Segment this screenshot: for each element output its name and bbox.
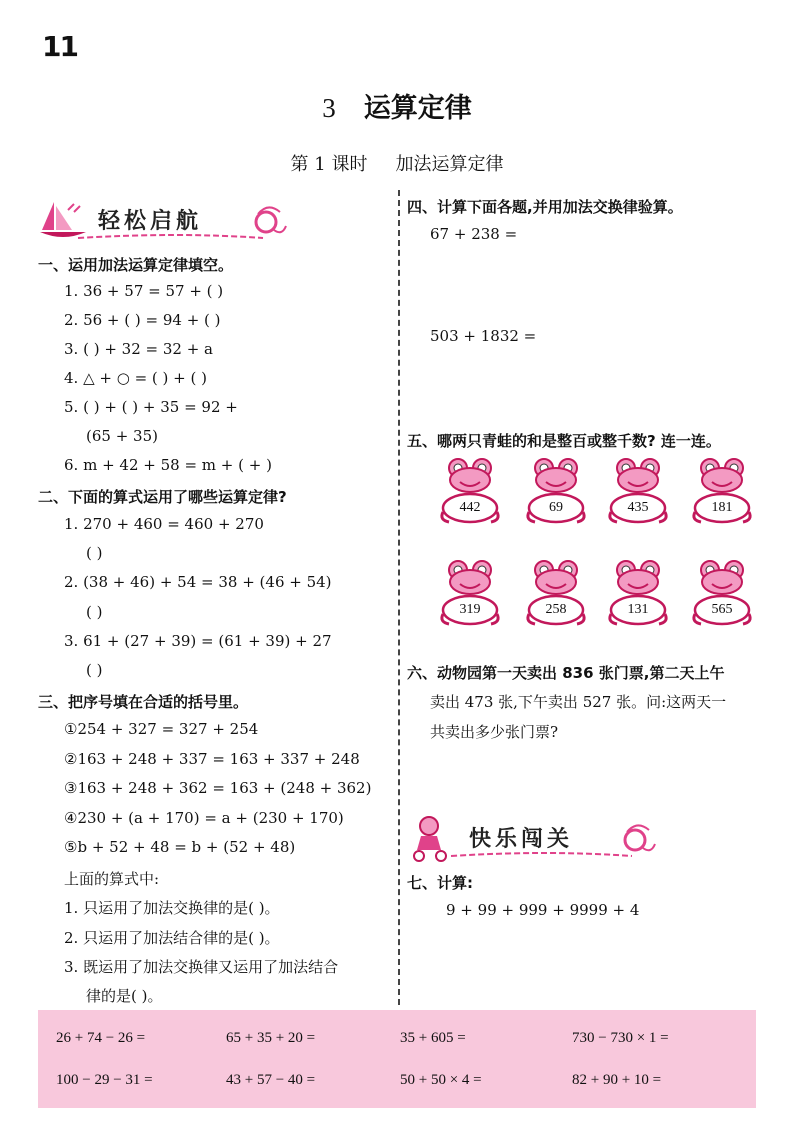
section-3-heading: 三、把序号填在合适的括号里。 xyxy=(38,693,249,711)
section-4-heading: 四、计算下面各题,并用加法交换律验算。 xyxy=(407,198,683,216)
question-1-2: 2. 56 + ( ) = 94 + ( ) xyxy=(64,311,221,329)
frog-4[interactable] xyxy=(690,456,754,526)
question-2-3: 3. 61 + (27 + 39) = (61 + 39) + 27 xyxy=(64,632,332,650)
question-3-3-cont: 律的是( )。 xyxy=(86,987,163,1005)
section-6-line-2: 共卖出多少张门票? xyxy=(430,723,559,741)
frog-6[interactable] xyxy=(524,558,588,628)
frog-number: 69 xyxy=(549,500,563,515)
question-3-1: 1. 只运用了加法交换律的是( )。 xyxy=(64,899,280,917)
equation-3-2: ②163 + 248 + 337 = 163 + 337 + 248 xyxy=(64,750,360,768)
frog-1[interactable] xyxy=(438,456,502,526)
banner-happy-challenge xyxy=(407,812,657,864)
calc-4-2: 503 + 1832 = xyxy=(430,327,537,345)
column-divider xyxy=(398,190,400,1005)
answer-2-2: ( ) xyxy=(86,603,103,621)
oral-calc-7: 50 + 50 × 4 = xyxy=(400,1072,482,1088)
section-6-heading: 六、动物园第一天卖出 836 张门票,第二天上午 xyxy=(407,664,725,682)
frog-8[interactable] xyxy=(690,558,754,628)
chapter-title xyxy=(0,86,794,125)
answer-2-3: ( ) xyxy=(86,661,103,679)
answer-2-1: ( ) xyxy=(86,544,103,562)
section-3-prompt: 上面的算式中: xyxy=(64,870,160,888)
calc-7-1: 9 + 99 + 999 + 9999 + 4 xyxy=(446,901,640,919)
page-number: 11 xyxy=(42,30,77,63)
equation-3-3: ③163 + 248 + 362 = 163 + (248 + 362) xyxy=(64,779,372,797)
question-3-2: 2. 只运用了加法结合律的是( )。 xyxy=(64,929,280,947)
question-2-1: 1. 270 + 460 = 460 + 270 xyxy=(64,515,264,533)
question-1-5: 5. ( ) + ( ) + 35 = 92 + xyxy=(64,398,238,416)
section-6-line-1: 卖出 473 张,下午卖出 527 张。问:这两天一 xyxy=(430,693,727,711)
frog-3[interactable] xyxy=(606,456,670,526)
lesson-name: 加法运算定律 xyxy=(395,154,504,175)
equation-3-4: ④230 + (a + 170) = a + (230 + 170) xyxy=(64,809,344,827)
question-1-3: 3. ( ) + 32 = 32 + a xyxy=(64,340,213,358)
frog-number: 435 xyxy=(627,500,649,515)
banner-happy-challenge-label: 快乐闯关 xyxy=(469,827,574,852)
frog-5[interactable] xyxy=(438,558,502,628)
oral-calc-panel xyxy=(38,1010,756,1108)
lesson-number: 第 1 课时 xyxy=(290,154,368,175)
frog-number: 258 xyxy=(545,602,567,617)
oral-calc-4: 730 − 730 × 1 = xyxy=(572,1030,669,1046)
scallop-edge xyxy=(38,1004,756,1016)
section-7-heading: 七、计算: xyxy=(407,874,473,892)
oral-calc-1: 26 + 74 − 26 = xyxy=(56,1030,146,1046)
calc-4-1: 67 + 238 = xyxy=(430,225,518,243)
question-2-2: 2. (38 + 46) + 54 = 38 + (46 + 54) xyxy=(64,573,332,591)
question-1-5-cont: (65 + 35) xyxy=(86,427,158,445)
section-5-heading: 五、哪两只青蛙的和是整百或整千数? 连一连。 xyxy=(407,432,721,450)
frog-number: 131 xyxy=(627,602,649,617)
banner-easy-start xyxy=(38,196,288,246)
question-1-6: 6. m + 42 + 58 = m + ( + ) xyxy=(64,456,272,474)
banner-easy-start-label: 轻松启航 xyxy=(98,209,203,234)
equation-3-1: ①254 + 327 = 327 + 254 xyxy=(64,720,259,738)
oral-calc-6: 43 + 57 − 40 = xyxy=(226,1072,316,1088)
frog-7[interactable] xyxy=(606,558,670,628)
frog-number: 319 xyxy=(459,602,481,617)
oral-calc-8: 82 + 90 + 10 = xyxy=(572,1072,662,1088)
oral-calc-5: 100 − 29 − 31 = xyxy=(56,1072,153,1088)
question-1-4: 4. △ + ○ = ( ) + ( ) xyxy=(64,369,207,387)
section-2-heading: 二、下面的算式运用了哪些运算定律? xyxy=(38,488,287,506)
frog-number: 181 xyxy=(711,500,733,515)
frog-number: 442 xyxy=(459,500,481,515)
chapter-number: 3 xyxy=(322,93,336,123)
frog-2[interactable] xyxy=(524,456,588,526)
lesson-title xyxy=(0,150,794,176)
chapter-title-text: 运算定律 xyxy=(363,93,472,124)
question-3-3: 3. 既运用了加法交换律又运用了加法结合 xyxy=(64,958,339,976)
section-1-heading: 一、运用加法运算定律填空。 xyxy=(38,256,234,274)
question-1-1: 1. 36 + 57 = 57 + ( ) xyxy=(64,282,224,300)
equation-3-5: ⑤b + 52 + 48 = b + (52 + 48) xyxy=(64,838,296,856)
oral-calc-3: 35 + 605 = xyxy=(400,1030,466,1046)
frog-number: 565 xyxy=(711,602,733,617)
oral-calc-2: 65 + 35 + 20 = xyxy=(226,1030,316,1046)
